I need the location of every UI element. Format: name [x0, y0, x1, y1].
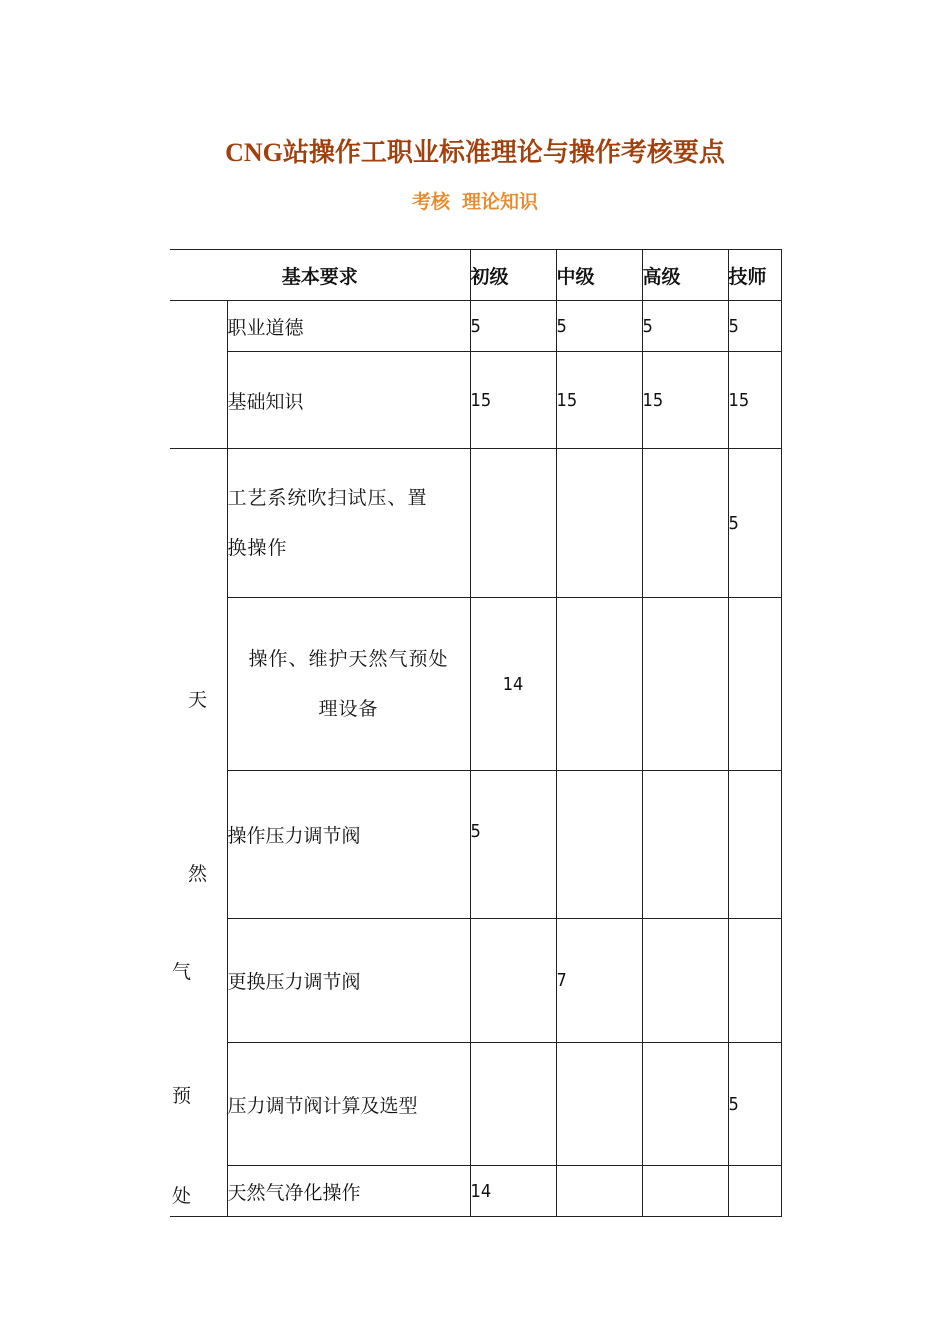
value-cell: 7: [556, 919, 642, 1043]
value-cell: [470, 1043, 556, 1166]
value-cell: [470, 919, 556, 1043]
group-char: 然: [188, 863, 208, 885]
header-level-senior: 高级: [642, 250, 728, 301]
subtitle-theory: 理论知识: [462, 191, 539, 213]
value-cell: [728, 1166, 781, 1217]
value-cell: 15: [556, 352, 642, 449]
value-cell: [728, 598, 781, 771]
header-basic-requirement: 基本要求: [170, 250, 470, 301]
value-cell: [642, 1043, 728, 1166]
group-char: 处: [172, 1185, 192, 1207]
table-row: [170, 352, 781, 449]
item-line: 操作、维护天然气预处: [248, 648, 449, 670]
value-cell: [642, 771, 728, 919]
value-cell: [556, 598, 642, 771]
table-row: [170, 919, 781, 1043]
item-cell: 操作压力调节阀: [227, 771, 470, 919]
assessment-table: [170, 249, 782, 1217]
value-cell: [556, 1043, 642, 1166]
value-cell: 14: [470, 1166, 556, 1217]
group-general: [170, 301, 227, 449]
table-row: [170, 1166, 781, 1217]
item-line: 工艺系统吹扫试压、置: [227, 487, 428, 509]
value-cell: 15: [728, 352, 781, 449]
document-subtitle: [0, 187, 950, 214]
value-cell: 5: [470, 301, 556, 352]
item-cell: 天然气净化操作: [227, 1166, 470, 1217]
value-cell: 5: [642, 301, 728, 352]
item-line: 换操作: [227, 537, 288, 559]
header-level-intermediate: 中级: [556, 250, 642, 301]
value-cell: 14: [470, 598, 556, 771]
value-cell: 5: [470, 771, 556, 919]
value-cell: [556, 771, 642, 919]
header-level-technician: 技师: [728, 250, 781, 301]
item-cell: 职业道德: [227, 301, 470, 352]
group-char: 气: [172, 961, 192, 983]
value-cell: [642, 598, 728, 771]
item-cell: 压力调节阀计算及选型: [227, 1043, 470, 1166]
value-cell: [642, 919, 728, 1043]
value-cell: 5: [556, 301, 642, 352]
value-cell: 5: [728, 1043, 781, 1166]
table-row: [170, 449, 781, 598]
value-cell: [470, 449, 556, 598]
group-char: 预: [172, 1085, 192, 1107]
item-line: 理设备: [318, 698, 379, 720]
value-cell: [728, 919, 781, 1043]
group-char: 天: [188, 689, 208, 711]
value-cell: 15: [642, 352, 728, 449]
table-header-row: [170, 250, 781, 301]
value-cell: [642, 449, 728, 598]
value-cell: 15: [470, 352, 556, 449]
value-cell: [556, 449, 642, 598]
document-title: CNG站操作工职业标准理论与操作考核要点: [225, 138, 725, 167]
value-cell: 5: [728, 301, 781, 352]
value-cell: [556, 1166, 642, 1217]
table-row: [170, 771, 781, 919]
item-cell: [227, 598, 470, 771]
subtitle-assessment: 考核: [411, 191, 450, 213]
value-cell: [642, 1166, 728, 1217]
item-cell: 更换压力调节阀: [227, 919, 470, 1043]
item-cell: [227, 449, 470, 598]
table-row: [170, 301, 781, 352]
item-cell: 基础知识: [227, 352, 470, 449]
group-gas-pretreatment: [170, 449, 227, 1217]
table-row: [170, 1043, 781, 1166]
value-cell: [728, 771, 781, 919]
value-cell: 5: [728, 449, 781, 598]
table-row: [170, 598, 781, 771]
header-level-junior: 初级: [470, 250, 556, 301]
